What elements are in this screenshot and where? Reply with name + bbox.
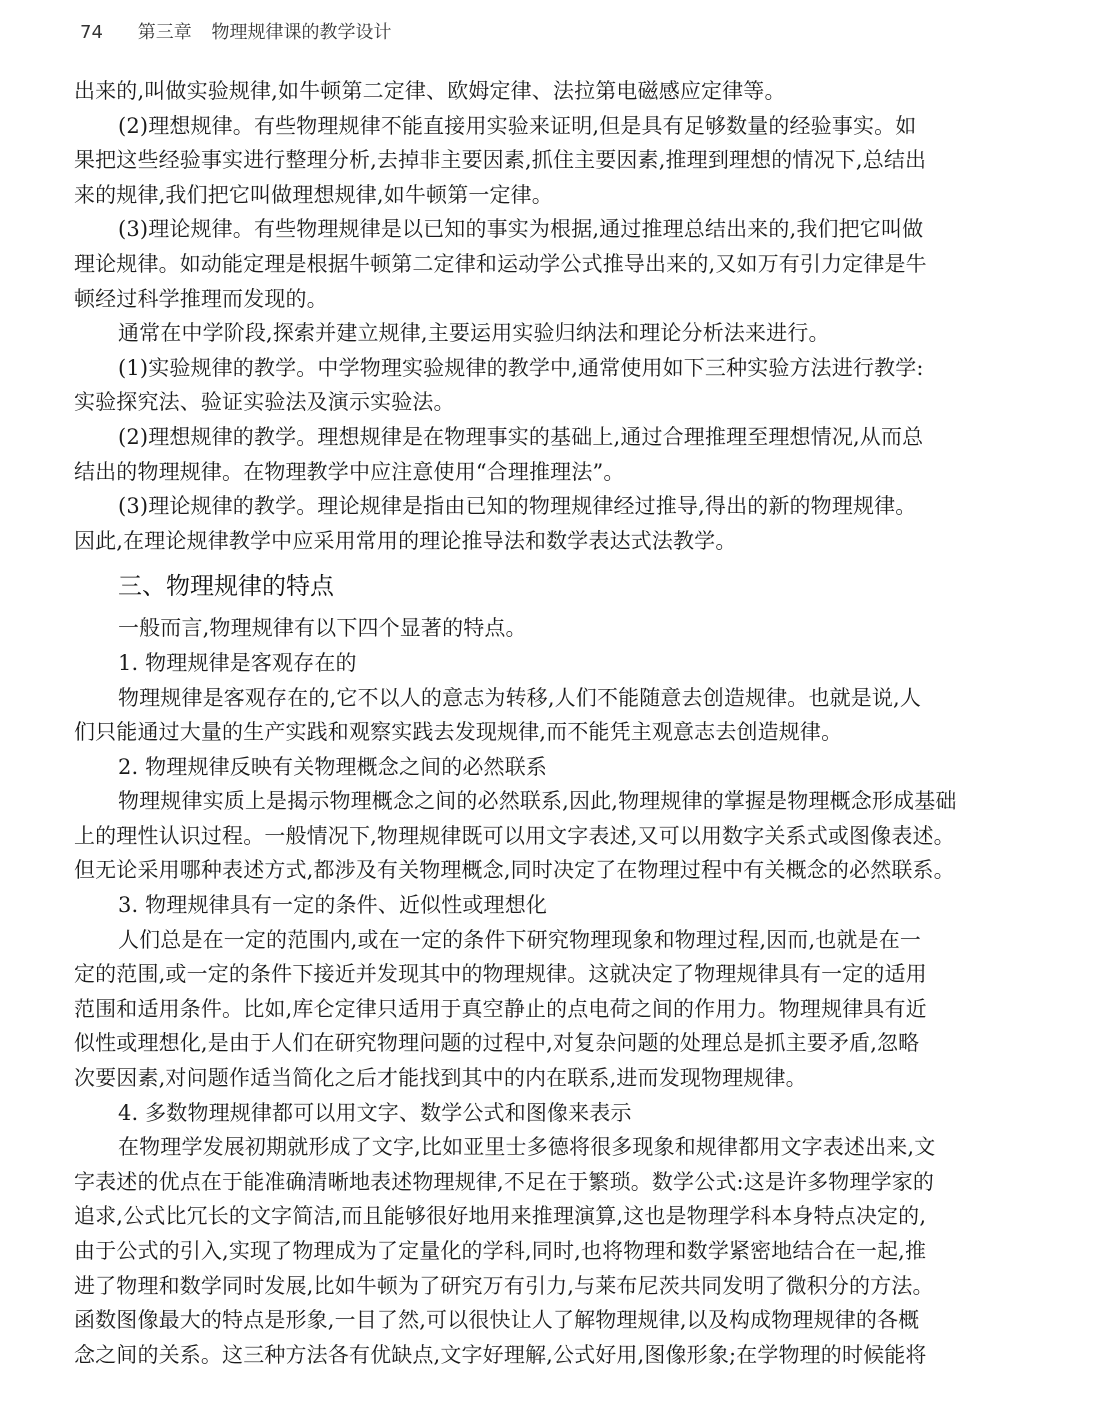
text-line: 们只能通过大量的生产实践和观察实践去发现规律,而不能凭主观意志去创造规律。	[74, 720, 843, 745]
text-line: 人们总是在一定的范围内,或在一定的条件下研究物理现象和物理过程,因而,也就是在一	[118, 927, 922, 952]
text-line: 因此,在理论规律教学中应采用常用的理论推导法和数学表达式法教学。	[74, 528, 737, 553]
text-line: (3)理论规律的教学。理论规律是指由已知的物理规律经过推导,得出的新的物理规律。	[118, 494, 917, 519]
text-line: 理论规律。如动能定理是根据牛顿第二定律和运动学公式推导出来的,又如万有引力定律是牛	[74, 251, 927, 276]
text-line: 上的理性认识过程。一般情况下,物理规律既可以用文字表述,又可以用数字关系式或图像表述。	[74, 823, 955, 848]
chapter-label: 第三章	[137, 22, 192, 43]
chapter-title: 物理规律课的教学设计	[211, 22, 392, 43]
page-number: 74	[80, 22, 103, 43]
text-line: 实验探究法、验证实验法及演示实验法。	[74, 390, 455, 415]
text-line: (2)理想规律。有些物理规律不能直接用实验来证明,但是具有足够数量的经验事实。如	[118, 113, 917, 138]
text-line: (2)理想规律的教学。理想规律是在物理事实的基础上,通过合理推理至理想情况,从而总	[118, 424, 924, 449]
text-line: 追求,公式比冗长的文字简洁,而且能够很好地用来推理演算,这也是物理学科本身特点决定的,	[74, 1204, 927, 1229]
text-line: 2. 物理规律反映有关物理概念之间的必然联系	[118, 754, 548, 779]
text-line: 进了物理和数学同时发展,比如牛顿为了研究万有引力,与莱布尼茨共同发明了微积分的方法。	[74, 1273, 934, 1298]
text-line: (3)理论规律。有些物理规律是以已知的事实为根据,通过推理总结出来的,我们把它叫做	[118, 217, 924, 242]
text-line: 来的规律,我们把它叫做理想规律,如牛顿第一定律。	[74, 182, 553, 207]
text-line: 物理规律实质上是揭示物理概念之间的必然联系,因此,物理规律的掌握是物理概念形成基础	[118, 789, 957, 814]
text-line: (1)实验规律的教学。中学物理实验规律的教学中,通常使用如下三种实验方法进行教学:	[118, 355, 924, 380]
text-block-before-heading	[74, 74, 1034, 558]
text-line: 似性或理想化,是由于人们在研究物理问题的过程中,对复杂问题的处理总是抓主要矛盾,忽略	[74, 1031, 920, 1056]
text-line: 出来的,叫做实验规律,如牛顿第二定律、欧姆定律、法拉第电磁感应定律等。	[74, 79, 786, 103]
text-line: 念之间的关系。这三种方法各有优缺点,文字好理解,公式好用,图像形象;在学物理的时候能将	[74, 1342, 927, 1367]
text-line: 次要因素,对问题作适当简化之后才能找到其中的内在联系,进而发现物理规律。	[74, 1066, 807, 1091]
text-line: 顿经过科学推理而发现的。	[74, 286, 328, 311]
text-line: 通常在中学阶段,探索并建立规律,主要运用实验归纳法和理论分析法来进行。	[118, 321, 830, 346]
text-line: 范围和适用条件。比如,库仑定律只适用于真空静止的点电荷之间的作用力。物理规律具有近	[74, 996, 927, 1021]
text-line: 1. 物理规律是客观存在的	[118, 650, 357, 675]
text-line: 函数图像最大的特点是形象,一目了然,可以很快让人了解物理规律,以及构成物理规律的各概	[74, 1308, 920, 1333]
text-block-after-heading	[74, 611, 1034, 1372]
text-line: 由于公式的引入,实现了物理成为了定量化的学科,同时,也将物理和数学紧密地结合在一起,推	[74, 1239, 927, 1263]
text-line: 一般而言,物理规律有以下四个显著的特点。	[118, 616, 527, 641]
text-line: 定的范围,或一定的条件下接近并发现其中的物理规律。这就决定了物理规律具有一定的适用	[74, 962, 927, 987]
text-line: 物理规律是客观存在的,它不以人的意志为转移,人们不能随意去创造规律。也就是说,人	[118, 685, 922, 710]
text-line: 在物理学发展初期就形成了文字,比如亚里士多德将很多现象和规律都用文字表述出来,文	[118, 1135, 936, 1160]
text-line: 字表述的优点在于能准确清晰地表述物理规律,不足在于繁琐。数学公式:这是许多物理学家的	[74, 1169, 935, 1194]
text-line: 果把这些经验事实进行整理分析,去掉非主要因素,抓住主要因素,推理到理想的情况下,总结出	[74, 148, 927, 173]
section-heading: 三、物理规律的特点	[118, 572, 334, 601]
running-header	[80, 18, 391, 44]
text-line: 3. 物理规律具有一定的条件、近似性或理想化	[118, 893, 548, 918]
text-line: 但无论采用哪种表述方式,都涉及有关物理概念,同时决定了在物理过程中有关概念的必然联系。	[74, 858, 955, 883]
text-line: 4. 多数物理规律都可以用文字、数学公式和图像来表示	[118, 1100, 632, 1125]
body-text	[74, 74, 1034, 1372]
text-line: 结出的物理规律。在物理教学中应注意使用“合理推理法”。	[74, 459, 625, 484]
